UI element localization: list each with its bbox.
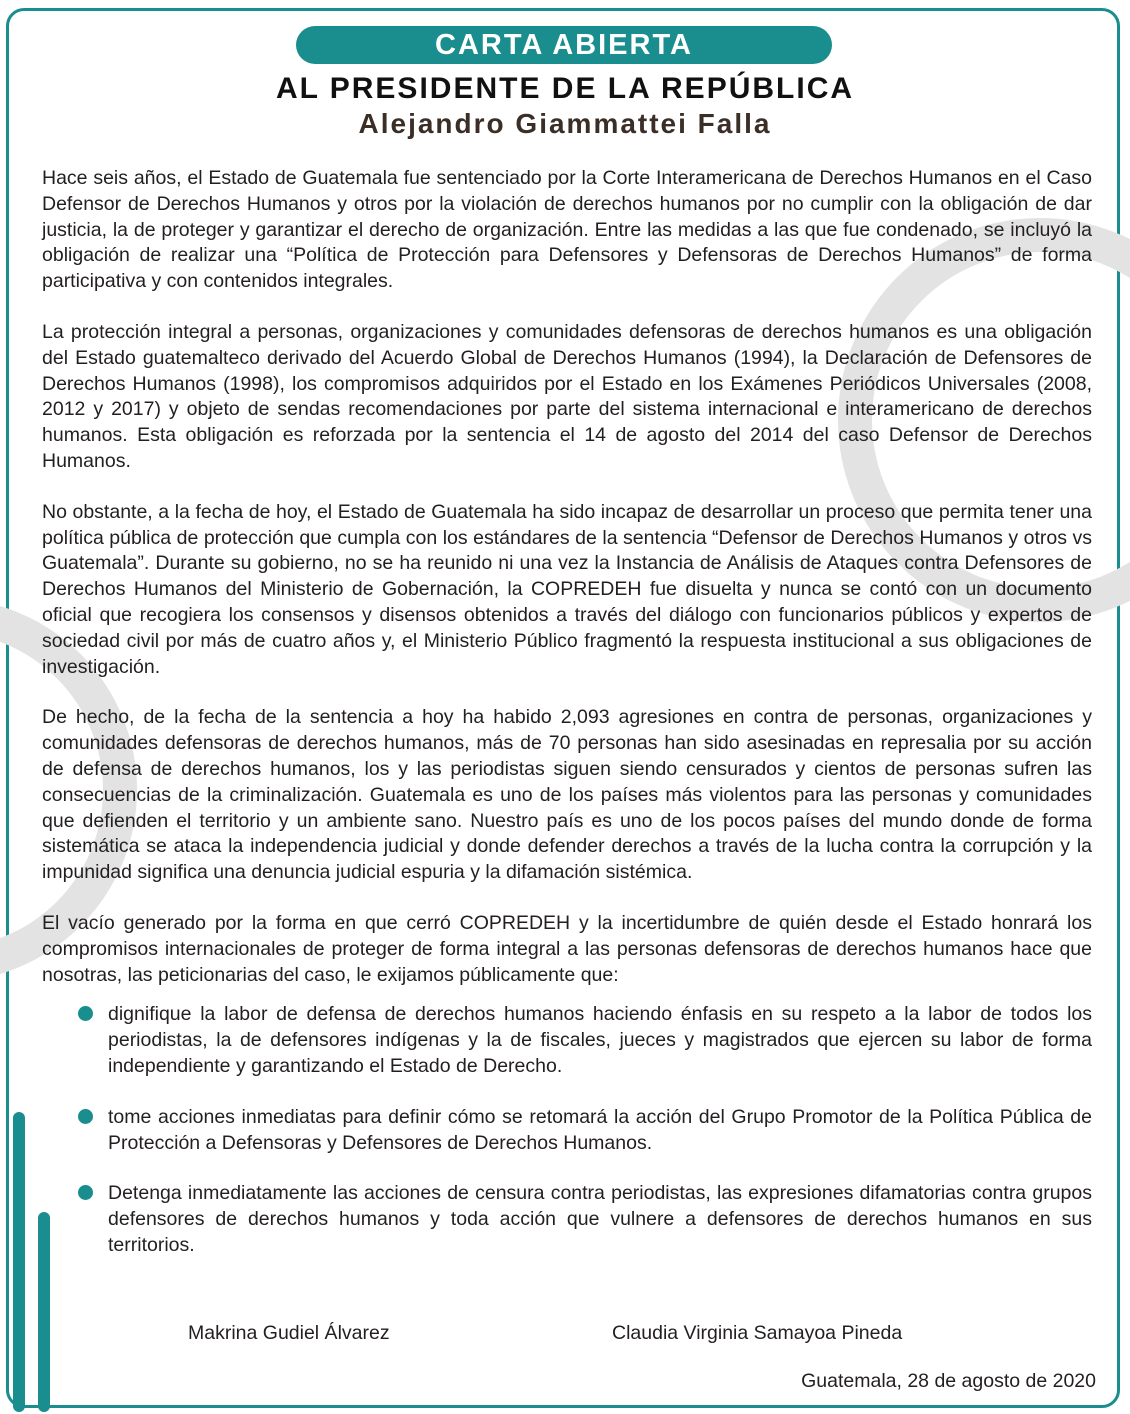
paragraph: No obstante, a la fecha de hoy, el Estado de Guatemala ha sido incapaz de desarrollar un proceso que permita tener una política pública de protección que cumpla con los estándares de la sentencia “Defensor de Derechos Humanos y otros vs Guatemala”. Durante su gobierno, no se ha reunido ni una vez la Instancia de Análisis de Ataques contra Defensores de Derechos Humanos del Ministerio de Gobernación, la COPREDEH fue disuelta y nunca se contó con un documento oficial que recogiera los consensos y disensos obtenidos a través del diálogo con funcionarios públicos y expertos de sociedad civil por más de cuatro años y, el Ministerio Público fragmentó la respuesta institucional a sus obligaciones de investigación. — [42, 500, 1092, 678]
demand-item — [42, 1105, 1092, 1157]
demand-text: dignifique la labor de defensa de derechos humanos haciendo énfasis en su respeto a la labor de todos los periodistas, la de defensores indígenas y la de fiscales, jueces y magistrados que ejercen su labor de forma independiente y garantizando el Estado de Derecho. — [108, 1003, 1092, 1077]
paragraph: De hecho, de la fecha de la sentencia a hoy ha habido 2,093 agresiones en contra de personas, organizaciones y comunidades defensoras de derechos humanos, más de 70 personas han sido asesinadas en represalia por su acción de defensa de derechos humanos, los y las periodistas siguen siendo censurados y cientos de personas sufren las consecuencias de la criminalización. Guatemala es uno de los países más violentos para las personas y comunidades que defienden el territorio y un ambiente sano. Nuestro país es uno de los pocos países del mundo donde de forma sistemática se ataca la independencia judicial y donde defender derechos a través de la lucha contra la corrupción y la impunidad significa una denuncia judicial espuria y la difamación sistémica. — [42, 706, 1092, 884]
paragraph: El vacío generado por la forma en que cerró COPREDEH y la incertidumbre de quién desde el Estado honrará los compromisos internacionales de proteger de forma integral a las personas defensoras de derechos humanos hace que nosotras, las peticionarias del caso, le exijamos públicamente que: — [42, 911, 1092, 986]
paragraph: Hace seis años, el Estado de Guatemala fue sentenciado por la Corte Interamericana de Derechos Humanos en el Caso Defensor de Derechos Humanos y otros por la violación de derechos humanos por no cumplir con la obligación de dar justicia, la de proteger y garantizar el derecho de organización. Entre las medidas a las que fue condenado, se incluyó la obligación de realizar una “Política de Protección para Defensores y Defensoras de Derechos Humanos” de forma participativa y con contenidos integrales. — [42, 167, 1092, 293]
header-banner: CARTA ABIERTA — [296, 26, 832, 64]
demand-text: tome acciones inmediatas para definir cómo se retomará la acción del Grupo Promotor de la Política Pública de Protección a Defensoras y Defensores de Derechos Humanos. — [108, 1105, 1092, 1154]
bullet-dot-icon — [78, 1109, 93, 1124]
demand-item — [42, 1002, 1092, 1079]
letter-body — [42, 166, 1092, 1284]
demand-text: Detenga inmediatamente las acciones de censura contra periodistas, las expresiones difamatorias contra grupos defensores de derechos humanos y toda acción que vulnere a defensores de derechos humanos en sus territorios. — [108, 1182, 1092, 1256]
signature-2: Claudia Virginia Samayoa Pineda — [612, 1322, 903, 1344]
demands-list — [42, 1002, 1092, 1258]
place-date: Guatemala, 28 de agosto de 2020 — [801, 1370, 1096, 1392]
letter-title: AL PRESIDENTE DE LA REPÚBLICA — [275, 72, 855, 105]
signature-1: Makrina Gudiel Álvarez — [188, 1322, 390, 1344]
paragraph: La protección integral a personas, organizaciones y comunidades defensoras de derechos humanos es una obligación del Estado guatemalteco derivado del Acuerdo Global de Derechos Humanos (1994), la Declaración de Defensores de Derechos Humanos (1998), los compromisos adquiridos por el Estado en los Exámenes Periódicos Universales (2008, 2012 y 2017) y objeto de sendas recomendaciones por parte del sistema internacional e interamericano de derechos humanos. Esta obligación es reforzada por la sentencia el 14 de agosto del 2014 del caso Defensor de Derechos Humanos. — [42, 320, 1092, 472]
bullet-dot-icon — [78, 1006, 93, 1021]
demand-item — [42, 1181, 1092, 1258]
letter-addressee: Alejandro Giammattei Falla — [358, 108, 772, 139]
accent-bar-left — [13, 1112, 25, 1412]
bullet-dot-icon — [78, 1185, 93, 1200]
